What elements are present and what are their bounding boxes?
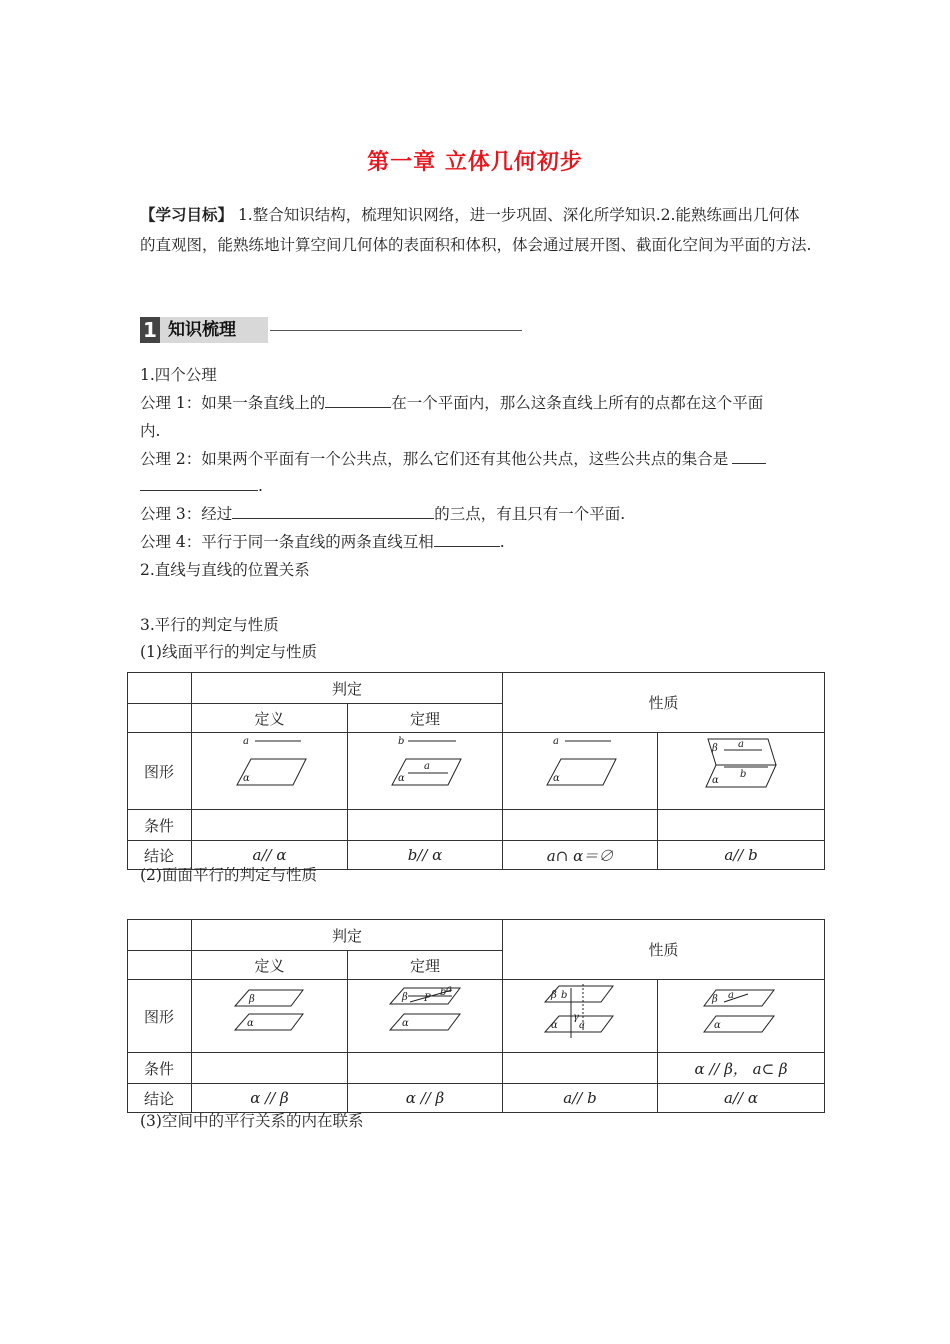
blank-1[interactable]	[325, 393, 391, 408]
table2-row-conclusion: 结论	[128, 1084, 192, 1113]
three-planes-figure	[503, 980, 657, 1048]
svg-text:b: b	[740, 769, 747, 780]
table1-concl-1: b// α	[348, 841, 503, 870]
table1-empty-corner-2	[128, 704, 192, 733]
table2-thm-header: 定理	[348, 951, 503, 980]
svg-text:γ: γ	[573, 1012, 579, 1023]
svg-text:β: β	[248, 994, 255, 1005]
table2-fig-thm	[348, 980, 503, 1053]
table2-fig-def	[192, 980, 348, 1053]
svg-text:a: a	[242, 736, 249, 747]
table2-empty-corner	[128, 920, 192, 951]
table2-empty-corner-2	[128, 951, 192, 980]
section-label: 知识梳理	[160, 317, 268, 343]
table2-row-condition: 条件	[128, 1053, 192, 1084]
table1-concl-0: a// α	[192, 841, 348, 870]
learning-goal	[140, 200, 812, 260]
blank-2b[interactable]	[140, 476, 258, 491]
table1-fig-prop2	[658, 733, 825, 810]
section-divider	[270, 330, 522, 331]
plane-plane-def-figure	[193, 980, 347, 1048]
goal-label: 【学习目标】	[140, 205, 234, 224]
table2-fig-prop1	[503, 980, 658, 1053]
axiom-2-end: .	[258, 477, 263, 495]
svg-text:b: b	[561, 990, 568, 1001]
svg-text:α: α	[553, 773, 560, 784]
table1-row-condition: 条件	[128, 810, 192, 841]
section-header	[140, 317, 525, 343]
table2-concl-2: a// b	[503, 1084, 658, 1113]
goal-text: 1.整合知识结构，梳理知识网络，进一步巩固、深化所学知识.2.能熟练画出几何体的直观图，能熟练地计算空间几何体的表面积和体积，体会通过展开图、截面化空间为平面的方法.	[140, 206, 812, 254]
blank-4[interactable]	[434, 532, 500, 547]
blank-2a[interactable]	[732, 449, 766, 464]
axiom-4-end: .	[499, 533, 505, 551]
axiom-2-pre: 公理 2：如果两个平面有一个公共点，那么它们还有其他公共点，这些公共点的集合是	[140, 450, 729, 468]
table1-thm-header: 定理	[348, 704, 503, 733]
line-plane-prop-figure	[503, 733, 657, 805]
plane-plane-thm-figure	[348, 980, 502, 1048]
svg-text:a: a	[553, 736, 559, 747]
table1-concl-2: a∩ α＝∅	[503, 841, 658, 870]
svg-text:α: α	[551, 1020, 558, 1031]
section-2-heading: 2.直线与直线的位置关系	[140, 561, 310, 579]
svg-text:a: a	[424, 761, 430, 772]
table2-concl-1: α // β	[348, 1084, 503, 1113]
axiom-2-cont	[140, 475, 263, 497]
section-3-heading: 3.平行的判定与性质	[140, 616, 279, 634]
table1-cond-3[interactable]	[658, 810, 825, 841]
table2-fig-prop2	[658, 980, 825, 1053]
svg-text:β: β	[551, 990, 557, 1001]
svg-text:P: P	[424, 993, 431, 1004]
table1-def-header: 定义	[192, 704, 348, 733]
table1-row-figure: 图形	[128, 733, 192, 810]
svg-text:b: b	[440, 987, 447, 998]
svg-text:b: b	[398, 736, 405, 747]
table2-judge-header: 判定	[192, 920, 503, 951]
svg-text:α: α	[246, 1018, 254, 1029]
svg-text:α: α	[242, 773, 250, 784]
svg-text:β: β	[712, 743, 718, 754]
svg-text:α: α	[714, 1020, 721, 1031]
table2-concl-3: a// α	[658, 1084, 825, 1113]
plane-intersection-figure	[658, 733, 824, 805]
axiom-3-post: 的三点，有且只有一个平面.	[434, 505, 626, 523]
svg-text:a: a	[738, 739, 744, 750]
table1-fig-thm	[348, 733, 503, 810]
subsection-3-heading: (3)空间中的平行关系的内在联系	[140, 1112, 364, 1130]
table2-row-figure: 图形	[128, 980, 192, 1053]
table-line-plane-parallel	[127, 672, 825, 870]
table2-property-header: 性质	[503, 920, 825, 980]
axiom-4-pre: 公理 4：平行于同一条直线的两条直线互相	[140, 533, 434, 551]
table1-fig-prop1	[503, 733, 658, 810]
table1-cond-0[interactable]	[192, 810, 348, 841]
table2-cond-1[interactable]	[348, 1053, 503, 1084]
table2-concl-0: α // β	[192, 1084, 348, 1113]
svg-text:α: α	[712, 775, 719, 786]
table1-concl-3: a// b	[658, 841, 825, 870]
line-plane-thm-figure	[348, 733, 502, 805]
table1-row-conclusion: 结论	[128, 841, 192, 870]
axiom-3-pre: 公理 3：经过	[140, 505, 233, 523]
table-plane-plane-parallel	[127, 919, 825, 1113]
svg-text:a: a	[579, 1020, 585, 1031]
page-title: 第一章 立体几何初步	[367, 150, 583, 175]
svg-text:a: a	[446, 984, 452, 995]
axiom-1-pre: 公理 1：如果一条直线上的	[140, 394, 326, 412]
axiom-1	[140, 392, 763, 414]
table2-cond-3: α // β， a⊂ β	[658, 1053, 825, 1084]
axioms-heading: 1.四个公理	[140, 366, 217, 384]
svg-text:α: α	[398, 773, 405, 784]
table2-cond-2[interactable]	[503, 1053, 658, 1084]
axiom-4	[140, 531, 505, 553]
axiom-2	[140, 448, 766, 470]
table1-cond-1[interactable]	[348, 810, 503, 841]
table1-judge-header: 判定	[192, 673, 503, 704]
svg-text:β: β	[402, 992, 408, 1003]
svg-text:β: β	[712, 994, 718, 1005]
table1-property-header: 性质	[503, 673, 825, 733]
table1-fig-def	[192, 733, 348, 810]
axiom-3	[140, 503, 625, 525]
svg-text:a: a	[728, 990, 734, 1001]
subsection-1-heading: (1)线面平行的判定与性质	[140, 643, 317, 661]
svg-text:α: α	[402, 1018, 409, 1029]
table2-cond-0[interactable]	[192, 1053, 348, 1084]
table2-def-header: 定义	[192, 951, 348, 980]
blank-3[interactable]	[232, 504, 434, 519]
line-plane-def-figure	[193, 733, 347, 805]
axiom-1-cont: 内.	[140, 422, 161, 440]
axiom-1-post: 在一个平面内，那么这条直线上所有的点都在这个平面	[391, 394, 764, 412]
subsection-2-heading: (2)面面平行的判定与性质	[140, 866, 317, 884]
table1-empty-corner	[128, 673, 192, 704]
plane-line-prop-figure	[658, 980, 824, 1048]
section-number: 1	[140, 317, 160, 343]
table1-cond-2[interactable]	[503, 810, 658, 841]
